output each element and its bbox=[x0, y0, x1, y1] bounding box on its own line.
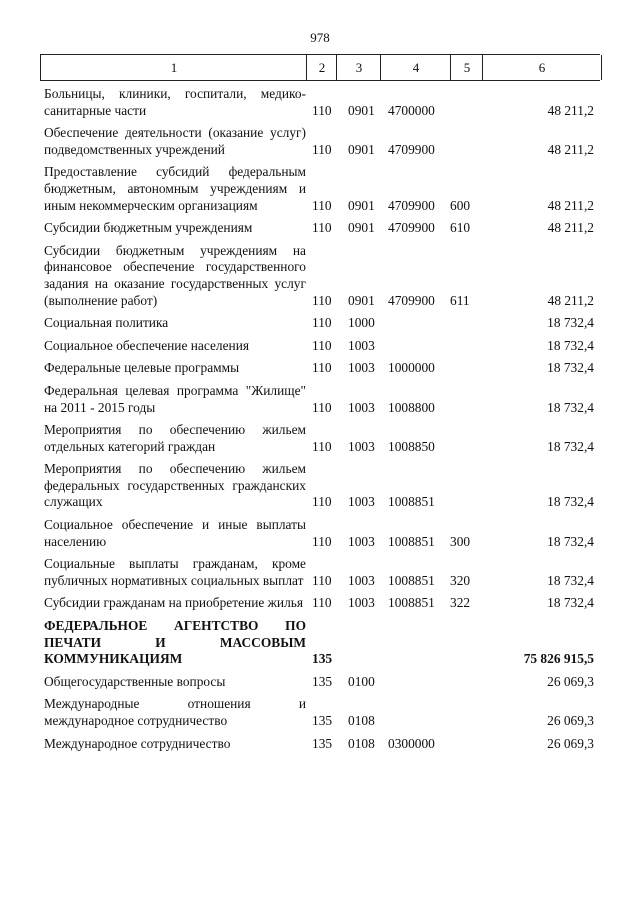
row-col-3: 1003 bbox=[348, 399, 375, 415]
row-col-3: 0901 bbox=[348, 197, 375, 213]
row-col-3: 1000 bbox=[348, 315, 375, 331]
row-name: Международное сотрудничество bbox=[44, 735, 231, 751]
header-col-1: 1 bbox=[40, 55, 307, 80]
row-col-4: 1008851 bbox=[388, 595, 435, 611]
table-body bbox=[44, 86, 604, 758]
row-name: Обеспечение деятельности (оказание услуг) подведомственных учреждений bbox=[44, 125, 306, 157]
row-col-5: 611 bbox=[450, 292, 470, 308]
table-row bbox=[44, 338, 604, 355]
table-row bbox=[44, 517, 604, 550]
table-row bbox=[44, 86, 604, 119]
row-col-4: 0300000 bbox=[388, 735, 435, 751]
row-col-2: 110 bbox=[312, 595, 332, 611]
row-col-4: 4709900 bbox=[388, 141, 435, 157]
row-col-4: 1008851 bbox=[388, 494, 435, 510]
row-col-3: 1003 bbox=[348, 494, 375, 510]
row-col-2: 110 bbox=[312, 360, 332, 376]
table-row bbox=[44, 618, 604, 668]
row-col-2: 110 bbox=[312, 102, 332, 118]
row-col-4: 4709900 bbox=[388, 220, 435, 236]
row-name: Субсидии бюджетным учреждениям bbox=[44, 220, 253, 236]
header-col-3: 3 bbox=[336, 55, 381, 80]
row-col-6: 48 211,2 bbox=[547, 102, 594, 118]
row-col-5: 600 bbox=[450, 197, 471, 213]
row-name: Субсидии бюджетным учреждениям на финансовое обеспечение государственного задания на оказание государственных услуг (выполнение работ) bbox=[44, 242, 306, 308]
row-col-6: 18 732,4 bbox=[547, 337, 594, 353]
table-row bbox=[44, 674, 604, 691]
row-col-6: 18 732,4 bbox=[547, 360, 594, 376]
row-name: Мероприятия по обеспечению жильем отдельных категорий граждан bbox=[44, 422, 306, 454]
table-row bbox=[44, 595, 604, 612]
row-col-6: 48 211,2 bbox=[547, 141, 594, 157]
row-col-4: 4709900 bbox=[388, 292, 435, 308]
row-col-2: 135 bbox=[312, 673, 333, 689]
row-col-3: 0100 bbox=[348, 673, 375, 689]
row-col-6: 18 732,4 bbox=[547, 595, 594, 611]
row-col-3: 1003 bbox=[348, 360, 375, 376]
row-col-6: 26 069,3 bbox=[547, 735, 594, 751]
row-col-3: 0901 bbox=[348, 141, 375, 157]
row-col-2: 110 bbox=[312, 292, 332, 308]
row-col-5: 320 bbox=[450, 572, 471, 588]
row-col-6: 26 069,3 bbox=[547, 713, 594, 728]
header-col-4: 4 bbox=[380, 55, 451, 80]
row-col-4: 1008800 bbox=[388, 399, 435, 415]
row-col-2: 110 bbox=[312, 220, 332, 236]
table-row bbox=[44, 461, 604, 511]
table-row bbox=[44, 315, 604, 332]
table-row bbox=[44, 556, 604, 589]
row-col-2: 110 bbox=[312, 572, 332, 588]
row-col-4: 1008850 bbox=[388, 438, 435, 454]
row-col-2: 110 bbox=[312, 197, 332, 213]
row-col-5: 300 bbox=[450, 533, 471, 549]
row-col-3: 0901 bbox=[348, 292, 375, 308]
row-col-6: 48 211,2 bbox=[547, 220, 594, 236]
header-col-2: 2 bbox=[306, 55, 337, 80]
row-col-3: 1003 bbox=[348, 595, 375, 611]
page-number: 978 bbox=[310, 30, 330, 45]
row-col-3: 1003 bbox=[348, 337, 375, 353]
table-row bbox=[44, 736, 604, 753]
row-col-4: 1008851 bbox=[388, 533, 435, 549]
table-row bbox=[44, 220, 604, 237]
row-col-6: 48 211,2 bbox=[547, 292, 594, 308]
row-col-4: 4709900 bbox=[388, 197, 435, 213]
row-name: Международные отношения и международное сотрудничество bbox=[44, 696, 306, 728]
row-col-3: 1003 bbox=[348, 572, 375, 588]
row-col-2: 110 bbox=[312, 494, 332, 510]
row-col-6: 18 732,4 bbox=[547, 494, 594, 510]
row-col-2: 110 bbox=[312, 399, 332, 415]
row-col-6: 48 211,2 bbox=[547, 197, 594, 213]
row-col-3: 0108 bbox=[348, 735, 375, 751]
row-name: Федеральные целевые программы bbox=[44, 360, 240, 376]
row-name: ФЕДЕРАЛЬНОЕ АГЕНТСТВО ПО ПЕЧАТИ И МАССОВЫМ КОММУНИКАЦИЯМ bbox=[44, 618, 306, 667]
table-row bbox=[44, 360, 604, 377]
table-row bbox=[44, 422, 604, 455]
row-name: Социальное обеспечение населения bbox=[44, 337, 250, 353]
table-row bbox=[44, 164, 604, 214]
row-name: Социальные выплаты гражданам, кроме публичных нормативных социальных выплат bbox=[44, 556, 306, 588]
row-col-6: 18 732,4 bbox=[547, 572, 594, 588]
row-col-2: 135 bbox=[312, 735, 333, 751]
row-col-4: 1000000 bbox=[388, 360, 435, 376]
row-col-2: 110 bbox=[312, 438, 332, 454]
row-col-3: 1003 bbox=[348, 438, 375, 454]
row-name: Социальное обеспечение и иные выплаты населению bbox=[44, 517, 306, 549]
row-col-3: 0901 bbox=[348, 102, 375, 118]
row-col-6: 18 732,4 bbox=[547, 533, 594, 549]
row-col-6: 18 732,4 bbox=[547, 438, 594, 454]
row-col-5: 610 bbox=[450, 220, 471, 236]
header-col-6: 6 bbox=[482, 55, 602, 80]
row-name: Социальная политика bbox=[44, 315, 169, 331]
row-col-6: 18 732,4 bbox=[547, 399, 594, 415]
row-col-6: 26 069,3 bbox=[547, 673, 594, 689]
row-col-4: 1008851 bbox=[388, 572, 435, 588]
row-col-2: 135 bbox=[312, 713, 333, 728]
row-name: Субсидии гражданам на приобретение жилья bbox=[44, 595, 304, 611]
row-name: Общегосударственные вопросы bbox=[44, 673, 226, 689]
row-col-2: 110 bbox=[312, 315, 332, 331]
table-row bbox=[44, 125, 604, 158]
row-col-6: 18 732,4 bbox=[547, 315, 594, 331]
row-col-2: 135 bbox=[312, 651, 333, 667]
header-col-5: 5 bbox=[450, 55, 483, 80]
table-header bbox=[40, 54, 600, 81]
row-col-2: 110 bbox=[312, 533, 332, 549]
row-col-5: 322 bbox=[450, 595, 471, 611]
row-col-2: 110 bbox=[312, 337, 332, 353]
row-name: Федеральная целевая программа "Жилище" на 2011 - 2015 годы bbox=[44, 382, 306, 415]
row-col-3: 0901 bbox=[348, 220, 375, 236]
row-name: Мероприятия по обеспечению жильем федеральных государственных гражданских служащих bbox=[44, 461, 306, 510]
table-row bbox=[44, 383, 604, 416]
table-row bbox=[44, 696, 604, 729]
row-col-3: 0108 bbox=[348, 713, 375, 728]
row-col-3: 1003 bbox=[348, 533, 375, 549]
row-col-4: 4700000 bbox=[388, 102, 435, 118]
row-name: Предоставление субсидий федеральным бюджетным, автономным учреждениям и иным некоммерческим организациям bbox=[44, 164, 306, 213]
row-name: Больницы, клиники, госпитали, медико-санитарные части bbox=[44, 86, 306, 118]
table-row bbox=[44, 243, 604, 309]
row-col-6: 75 826 915,5 bbox=[523, 651, 594, 667]
row-col-2: 110 bbox=[312, 141, 332, 157]
